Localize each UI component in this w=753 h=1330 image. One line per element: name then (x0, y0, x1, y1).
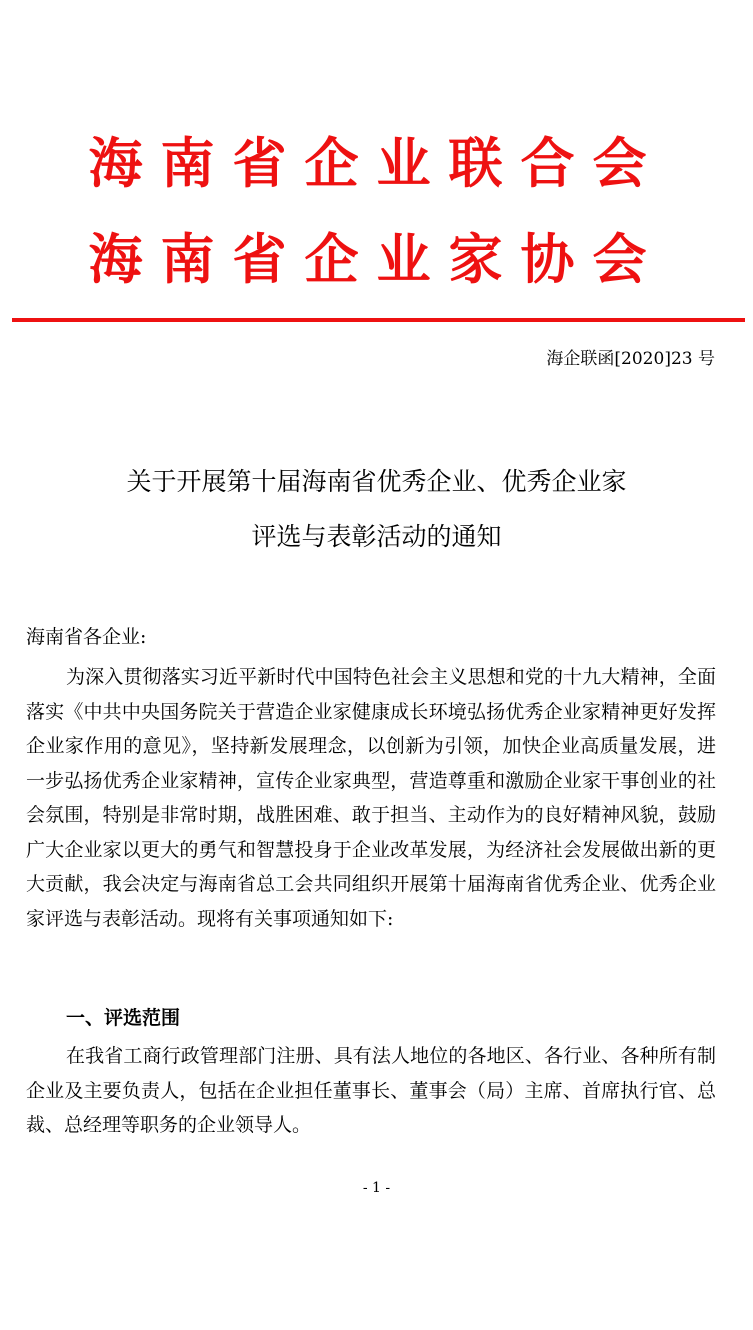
header-divider (12, 318, 745, 322)
body-paragraph-2: 在我省工商行政管理部门注册、具有法人地位的各地区、各行业、各种所有制企业及主要负责人，包括在企业担任董事长、董事会（局）主席、首席执行官、总裁、总经理等职务的企业领导人。 (26, 1045, 716, 1136)
notice-title-line-2: 评选与表彰活动的通知 (251, 522, 502, 551)
body-paragraph-1: 为深入贯彻落实习近平新时代中国特色社会主义思想和党的十九大精神，全面落实《中共中央国务院关于营造企业家健康成长环境弘扬优秀企业家精神更好发挥企业家作用的意见》，坚持新发展理念，以创新为引领，加快企业高质量发展，进一步弘扬优秀企业家精神，宣传企业家典型，营造尊重和激励企业家干事创业的社会氛围，特别是非常时期，战胜困难、敢于担当、主动作为的良好精神风貌，鼓励广大企业家以更大的勇气和智慧投身于企业改革发展，为经济社会发展做出新的更大贡献，我会决定与海南省总工会共同组织开展第十届海南省优秀企业、优秀企业家评选与表彰活动。现将有关事项通知如下: (26, 666, 716, 930)
section-heading-scope: 一、评选范围 (66, 1007, 181, 1029)
page-number: - 1 - (362, 1180, 391, 1196)
addressee: 海南省各企业: (26, 626, 147, 648)
header-title-line-1: 海南省企业联合会 (88, 132, 665, 195)
document-number: 海企联函[2020]23 号 (546, 349, 715, 369)
notice-title-line-1: 关于开展第十届海南省优秀企业、优秀企业家 (126, 467, 627, 496)
header-title-line-2: 海南省企业家协会 (88, 228, 665, 291)
